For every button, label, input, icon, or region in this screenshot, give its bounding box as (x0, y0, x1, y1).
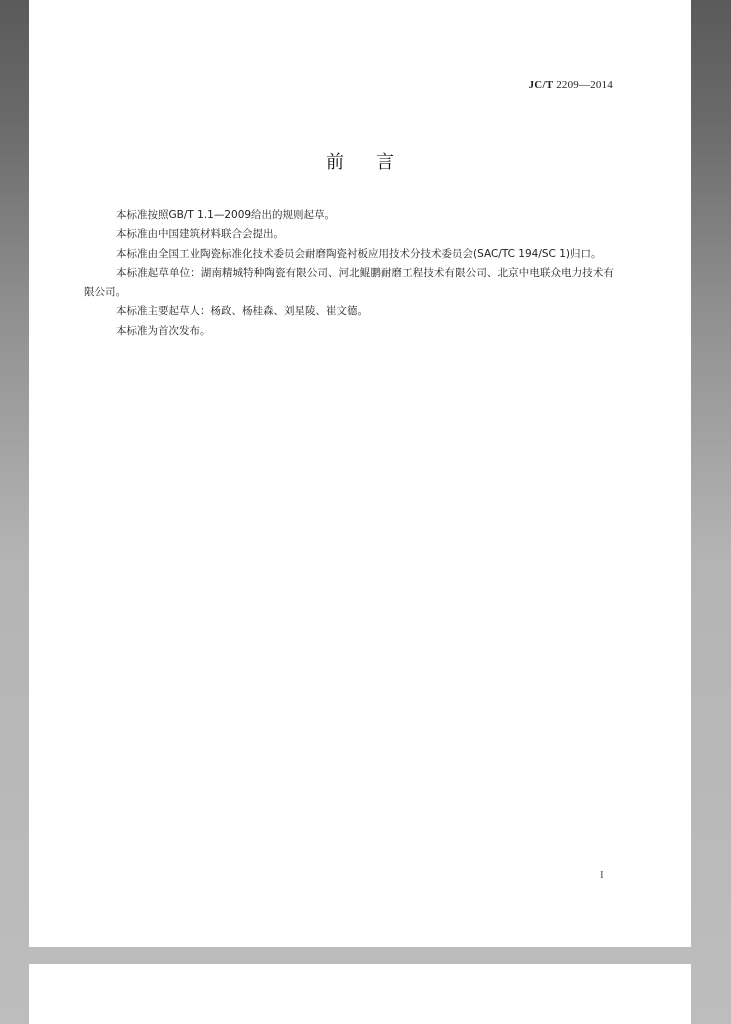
standard-code-prefix: JC/T (528, 79, 554, 91)
standard-code-number: 2209—2014 (556, 79, 613, 91)
paragraph-drafting-units: 本标准起草单位：湖南精城特种陶瓷有限公司、河北鲲鹏耐磨工程技术有限公司、北京中电联众电力技术有限公司。 (84, 266, 614, 299)
document-page-2 (29, 964, 691, 1024)
paragraph-administered-by: 本标准由全国工业陶瓷标准化技术委员会耐磨陶瓷衬板应用技术分技术委员会(SAC/TC 194/SC 1)归口。 (116, 247, 602, 260)
page-title: 前言 (326, 152, 426, 173)
standard-code (529, 79, 613, 91)
page-number: I (600, 869, 604, 881)
paragraph-drafters: 本标准主要起草人：杨政、杨桂森、刘星陵、崔文德。 (116, 305, 368, 318)
paragraph-proposed-by: 本标准由中国建筑材料联合会提出。 (116, 228, 284, 241)
document-page-1 (29, 0, 691, 947)
paragraph-first-release: 本标准为首次发布。 (116, 324, 211, 337)
paragraph-drafting-rules: 本标准按照GB/T 1.1—2009给出的规则起草。 (116, 209, 336, 221)
foreword-body (84, 206, 614, 341)
